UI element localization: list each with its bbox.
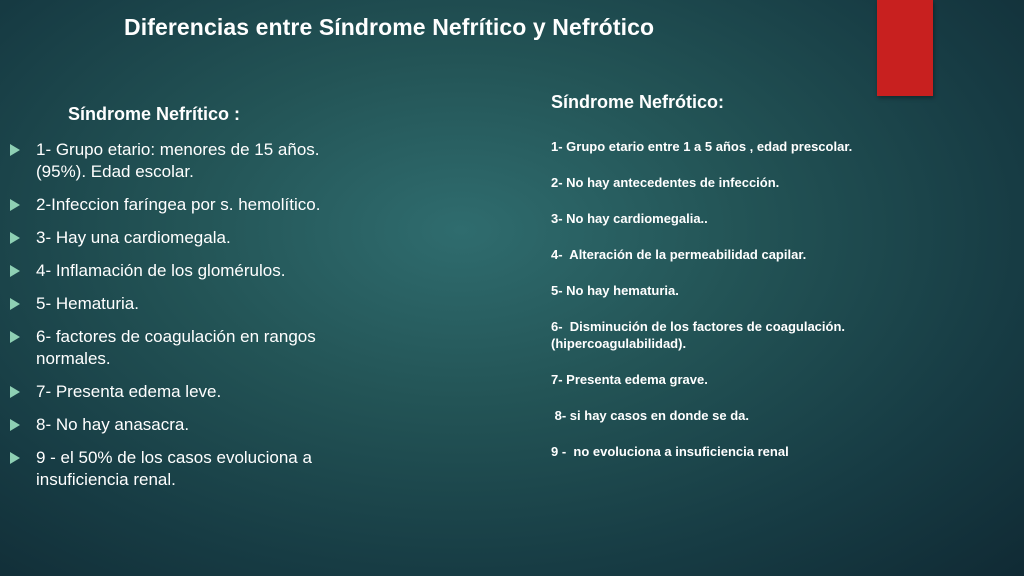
list-item: 7- Presenta edema leve. xyxy=(10,381,360,403)
list-item: 1- Grupo etario: menores de 15 años.(95%). Edad escolar. xyxy=(10,139,360,183)
list-item: 9 - el 50% de los casos evoluciona a insuficiencia renal. xyxy=(10,447,360,491)
bullet-arrow-icon xyxy=(10,419,20,431)
bullet-arrow-icon xyxy=(10,386,20,398)
accent-tab xyxy=(877,0,933,96)
slide-title: Diferencias entre Síndrome Nefrítico y Nefrótico xyxy=(124,14,655,40)
list-item: 7- Presenta edema grave. xyxy=(551,372,708,387)
list-item: 1- Grupo etario entre 1 a 5 años , edad prescolar. xyxy=(551,139,853,154)
list-item: 9 - no evoluciona a insuficiencia renal xyxy=(551,444,789,459)
list-item: 6- Disminución de los factores de coagulación. (hipercoagulabilidad). xyxy=(551,319,849,351)
bullet-arrow-icon xyxy=(10,144,20,156)
nefritico-list xyxy=(10,139,360,502)
nefrotico-heading: Síndrome Nefrótico: xyxy=(551,92,725,112)
list-item: 3- No hay cardiomegalia.. xyxy=(551,211,708,226)
bullet-arrow-icon xyxy=(10,232,20,244)
bullet-arrow-icon xyxy=(10,452,20,464)
list-item: 3- Hay una cardiomegala. xyxy=(10,227,360,249)
list-item: 5- Hematuria. xyxy=(10,293,360,315)
list-item: 2- No hay antecedentes de infección. xyxy=(551,175,780,190)
list-item: 4- Alteración de la permeabilidad capilar. xyxy=(551,247,807,262)
bullet-arrow-icon xyxy=(10,331,20,343)
nefritico-heading: Síndrome Nefrítico : xyxy=(68,104,241,124)
list-item: 6- factores de coagulación en rangos normales. xyxy=(10,326,360,370)
list-item: 4- Inflamación de los glomérulos. xyxy=(10,260,360,282)
bullet-arrow-icon xyxy=(10,199,20,211)
list-item: 8- No hay anasacra. xyxy=(10,414,360,436)
nefrotico-list xyxy=(551,138,881,479)
bullet-arrow-icon xyxy=(10,265,20,277)
bullet-arrow-icon xyxy=(10,298,20,310)
list-item: 5- No hay hematuria. xyxy=(551,283,679,298)
list-item: 2-Infeccion faríngea por s. hemolítico. xyxy=(10,194,360,216)
list-item: 8- si hay casos en donde se da. xyxy=(551,408,749,423)
